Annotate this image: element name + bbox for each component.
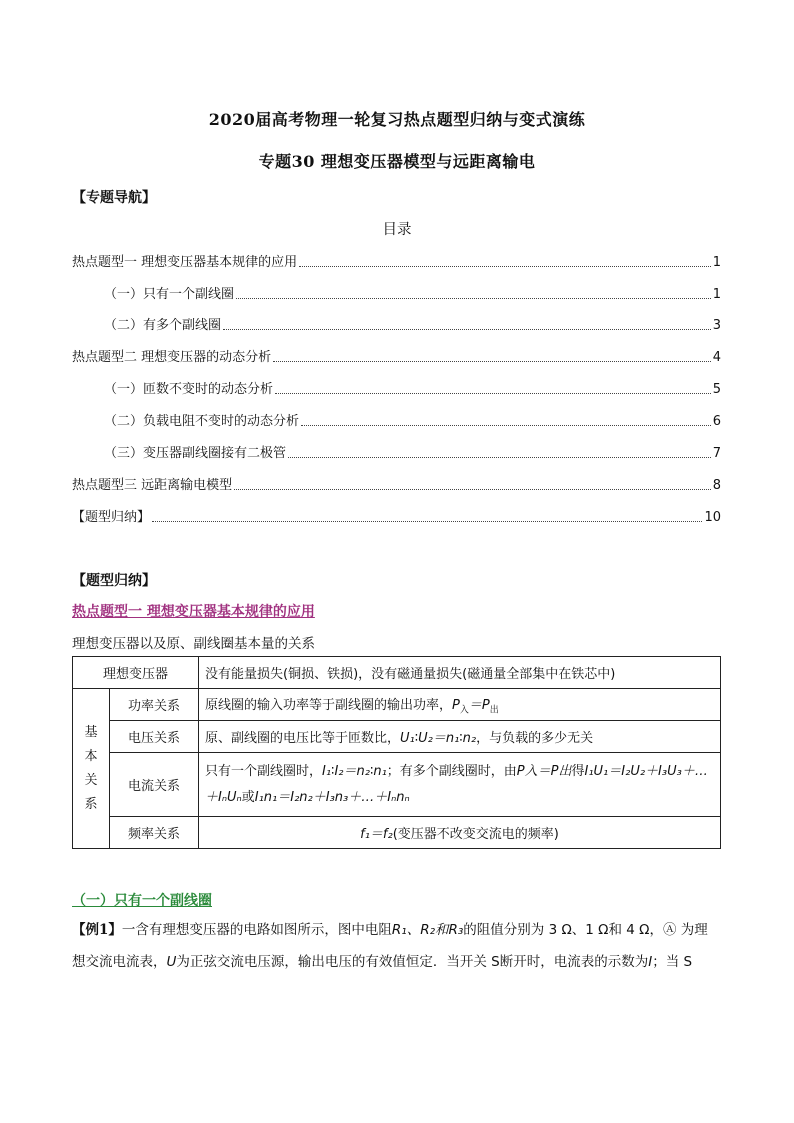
toc-item-label: 【题型归纳】 [72, 510, 151, 525]
toc-item-page: 4 [712, 350, 721, 365]
example-text: 一含有理想变压器的电路如图所示，图中电阻 [121, 922, 392, 938]
toc-item[interactable] [104, 283, 721, 302]
subscript: 出 [489, 705, 499, 716]
toc-leader [236, 297, 711, 299]
toc-item-label: （一）只有一个副线圈 [104, 287, 235, 302]
toc-item[interactable] [104, 314, 721, 333]
table-cell: 没有能量损失(铜损、铁损)，没有磁通量损失(磁通量全部集中在铁芯中) [199, 657, 721, 689]
table-cell [199, 721, 721, 753]
formula: ＝P [468, 697, 490, 713]
formula: P入＝P出 [516, 763, 572, 779]
cell-text: (变压器不改变交流电的频率) [392, 827, 559, 842]
example-text: 想交流电流表， [72, 954, 167, 970]
formula: I₁∶I₂＝n₂∶n₁ [322, 763, 387, 779]
toc-item[interactable] [104, 410, 721, 429]
table-row [73, 817, 721, 849]
group-label-char: 系 [84, 796, 98, 812]
formula: R₁、R₂和R₃ [391, 922, 464, 938]
document-subtitle: 专题30 理想变压器模型与远距离输电 [258, 152, 536, 171]
toc-heading: 目录 [382, 222, 412, 238]
formula: I₁n₁＝I₂n₂＋I₃n₃＋…＋Iₙnₙ [254, 789, 410, 805]
toc-item[interactable] [104, 442, 721, 461]
table-row [73, 753, 721, 817]
example-1 [72, 918, 722, 974]
group-cell [73, 689, 110, 849]
group-label-char: 基 [84, 724, 98, 740]
toc-item-page: 1 [712, 255, 721, 270]
toc-leader [273, 360, 711, 362]
toc-item-label: （二）有多个副线圈 [104, 318, 222, 333]
group-label-char: 本 [84, 748, 98, 764]
cell-text: 原线圈的输入功率等于副线圈的输出功率， [205, 697, 453, 713]
hot-topic-title: 热点题型一 理想变压器基本规律的应用 [72, 604, 315, 620]
cell-text: 得 [571, 763, 585, 779]
toc-item-page: 5 [712, 382, 721, 397]
toc-leader [152, 520, 702, 522]
toc-item-label: 热点题型二 理想变压器的动态分析 [72, 350, 272, 365]
toc-item-label: 热点题型三 远距离输电模型 [72, 478, 233, 493]
toc-leader [223, 328, 711, 330]
toc-item-page: 3 [712, 318, 721, 333]
cell-text: 或 [241, 789, 255, 805]
cell-text: 只有一个副线圈时， [205, 763, 323, 779]
toc-item-page: 10 [704, 510, 721, 525]
row-name: 功率关系 [110, 689, 199, 721]
toc-item-label: （一）匝数不变时的动态分析 [104, 382, 274, 397]
cell-text: 原、副线圈的电压比等于匝数比， [205, 731, 401, 746]
formula: I₁U₁＝I₂U₂＋I₃U₃＋…＋IₙUₙ [205, 763, 708, 805]
toc-leader [234, 488, 711, 490]
toc-leader [275, 392, 711, 394]
intro-text: 理想变压器以及原、副线圈基本量的关系 [72, 636, 315, 652]
table-row [73, 721, 721, 753]
toc-item-page: 1 [712, 287, 721, 302]
table-cell: 理想变压器 [73, 657, 199, 689]
nav-label: 【专题导航】 [72, 190, 156, 206]
formula: U₁∶U₂＝n₁∶n₂ [400, 731, 477, 746]
toc-item-page: 8 [712, 478, 721, 493]
toc-item-label: （二）负载电阻不变时的动态分析 [104, 414, 300, 429]
toc-leader [288, 456, 711, 458]
formula: U [166, 954, 177, 970]
subsection-title: （一）只有一个副线圈 [72, 893, 212, 909]
row-name: 频率关系 [110, 817, 199, 849]
group-label-char: 关 [84, 772, 98, 788]
table-row [73, 689, 721, 721]
toc-item-page: 7 [712, 446, 721, 461]
example-tag: 【例1】 [72, 922, 122, 938]
cell-text: ，与负载的多少无关 [476, 731, 594, 746]
toc-leader [299, 265, 711, 267]
cell-text: ；有多个副线圈时，由 [386, 763, 517, 779]
table-cell [199, 689, 721, 721]
relations-table [72, 656, 721, 849]
toc-leader [301, 424, 711, 426]
row-name: 电压关系 [110, 721, 199, 753]
toc-item[interactable] [72, 474, 721, 493]
formula: I [648, 954, 653, 970]
example-text: 为正弦交流电压源，输出电压的有效值恒定．当开关 S断开时，电流表的示数为 [176, 954, 649, 970]
example-text: ；当 S [652, 954, 693, 970]
formula: f₁＝f₂ [360, 827, 393, 842]
toc-item-page: 6 [712, 414, 721, 429]
toc-item-label: 热点题型一 理想变压器基本规律的应用 [72, 255, 298, 270]
table-row [73, 657, 721, 689]
section-label: 【题型归纳】 [72, 573, 156, 589]
toc-item-label: （三）变压器副线圈接有二极管 [104, 446, 287, 461]
table-cell [199, 753, 721, 817]
document-title: 2020届高考物理一轮复习热点题型归纳与变式演练 [208, 110, 586, 129]
row-name: 电流关系 [110, 753, 199, 817]
formula: P [452, 697, 460, 713]
toc-item[interactable] [72, 346, 721, 365]
toc-item[interactable] [104, 378, 721, 397]
toc-item[interactable] [72, 251, 721, 270]
table-cell [199, 817, 721, 849]
subscript: 入 [459, 705, 469, 716]
group-label [79, 721, 103, 817]
toc-item[interactable] [72, 506, 721, 525]
example-text: 的阻值分别为 3 Ω、1 Ω和 4 Ω，Ⓐ 为理 [463, 922, 708, 938]
